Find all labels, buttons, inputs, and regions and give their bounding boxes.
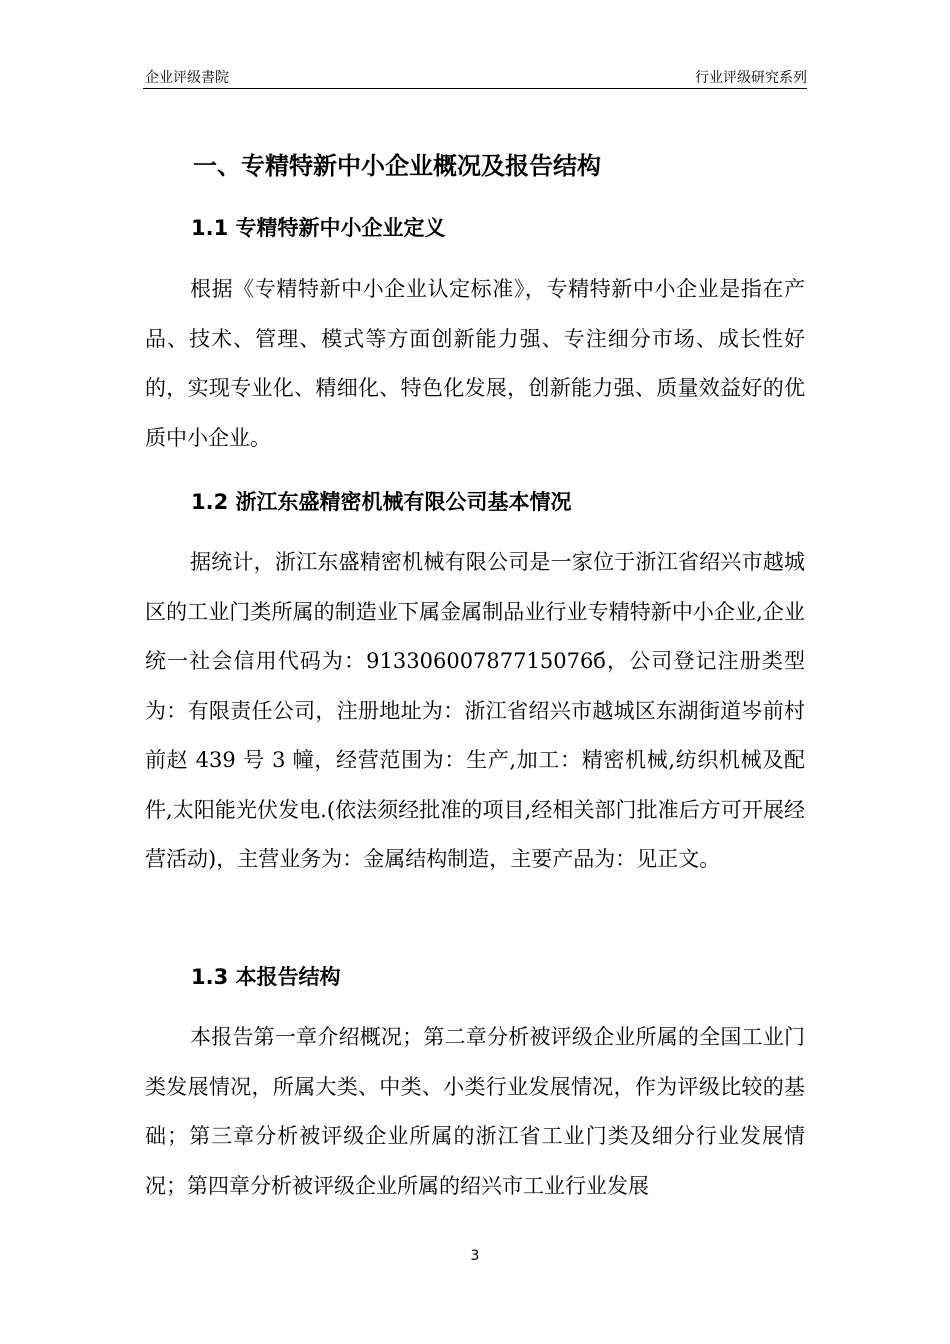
section-title: 一、专精特新中小企业概况及报告结构 bbox=[193, 152, 601, 180]
paragraph-definition: 根据《专精特新中小企业认定标准》，专精特新中小企业是指在产品、技术、管理、模式等方面创新能力强、专注细分市场、成长性好的，实现专业化、精细化、特色化发展，创新能力强、质量效益好的优质中小企业。 bbox=[145, 277, 805, 450]
subsection-title-report-structure: 1.3 本报告结构 bbox=[191, 965, 341, 989]
header-divider bbox=[143, 88, 807, 89]
header-left-text: 企业评级書院 bbox=[145, 70, 229, 86]
subsection-title-definition: 1.1 专精特新中小企业定义 bbox=[191, 216, 446, 240]
subsection-title-company-info: 1.2 浙江东盛精密机械有限公司基本情况 bbox=[191, 490, 572, 514]
page-number: 3 bbox=[470, 1248, 480, 1264]
paragraph-company-info: 据统计，浙江东盛精密机械有限公司是一家位于浙江省绍兴市越城区的工业门类所属的制造业下属金属制品业行业专精特新中小企业,企业统一社会信用代码为：91330600787715076б，公司登记注册类型为：有限责任公司，注册地址为：浙江省绍兴市越城区东湖街道岑前村前赵 439 号 3 幢，经营范围为：生产,加工：精密机械,纺织机械及配件,太阳能光伏发电.(依法须经批准的项目,经相关部门批准后方可开展经营活动)，主营业务为：金属结构制造，主要产品为：见正文。 bbox=[145, 550, 805, 871]
header-right-text: 行业评级研究系列 bbox=[695, 70, 807, 86]
paragraph-report-structure: 本报告第一章介绍概况；第二章分析被评级企业所属的全国工业门类发展情况，所属大类、中类、小类行业发展情况，作为评级比较的基础；第三章分析被评级企业所属的浙江省工业门类及细分行业发展情况；第四章分析被评级企业所属的绍兴市工业行业发展 bbox=[145, 1025, 805, 1198]
